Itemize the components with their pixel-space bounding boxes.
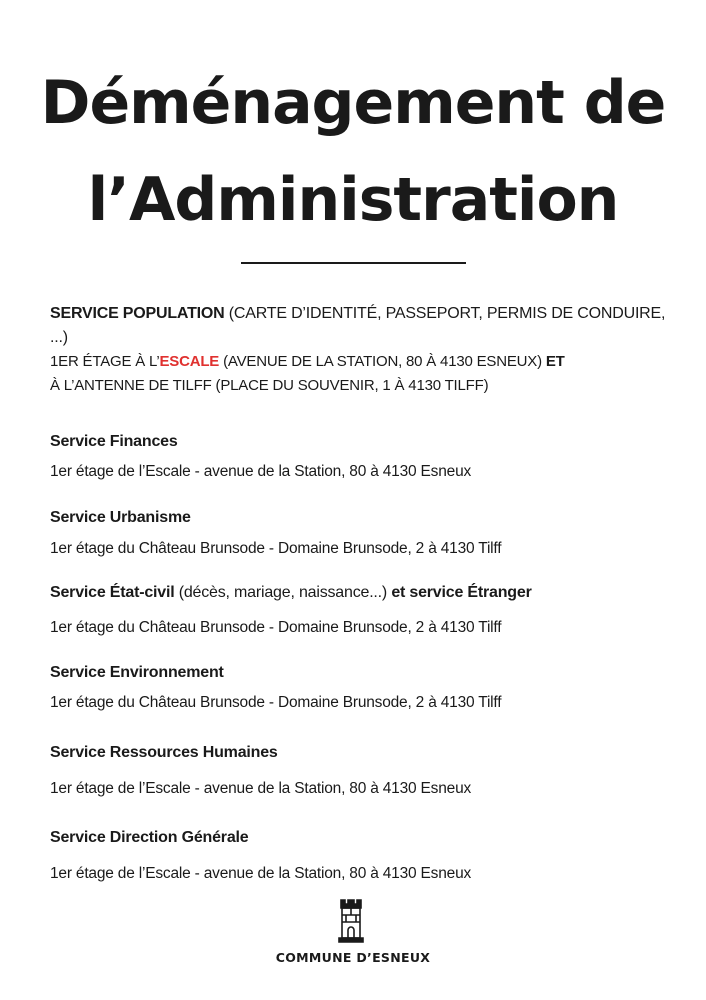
page-title-line-1: Déménagement de (40, 68, 666, 138)
service-environnement-address: 1er étage du Château Brunsode - Domaine Brunsode, 2 à 4130 Tilff (50, 694, 502, 711)
service-urbanisme-address: 1er étage du Château Brunsode - Domaine Brunsode, 2 à 4130 Tilff (50, 540, 502, 557)
escale-highlight: ESCALE (159, 353, 220, 370)
service-ressources-humaines-address: 1er étage de l’Escale - avenue de la Station, 80 à 4130 Esneux (50, 780, 472, 797)
service-direction-generale-name: Service Direction Générale (50, 829, 249, 846)
service-etat-civil-address: 1er étage du Château Brunsode - Domaine Brunsode, 2 à 4130 Tilff (50, 619, 502, 636)
service-population-name: SERVICE POPULATION (50, 305, 225, 322)
page-title-line-2: l’Administration (87, 165, 619, 235)
service-etat-civil-heading (50, 583, 532, 603)
address-rest: (AVENUE DE LA STATION, 80 À 4130 ESNEUX) (219, 353, 546, 370)
service-population-address (50, 350, 670, 398)
service-etat-civil-detail: (décès, mariage, naissance...) (178, 584, 388, 601)
service-etat-civil-suffix: et service Étranger (391, 584, 532, 601)
title-divider (241, 262, 466, 264)
service-environnement-name: Service Environnement (50, 664, 224, 681)
service-finances-address: 1er étage de l’Escale - avenue de la Station, 80 à 4130 Esneux (50, 463, 472, 480)
address-line-2: À L’ANTENNE DE TILFF (PLACE DU SOUVENIR, 1 À 4130 TILFF) (50, 377, 489, 394)
castle-tower-icon (336, 898, 366, 944)
service-etat-civil-name: Service État-civil (50, 584, 175, 601)
service-ressources-humaines-name: Service Ressources Humaines (50, 744, 278, 761)
commune-esneux-label: COMMUNE D’ESNEUX (275, 950, 431, 965)
service-direction-generale-address: 1er étage de l’Escale - avenue de la Station, 80 à 4130 Esneux (50, 865, 472, 882)
address-prefix: 1ER ÉTAGE À L’ (50, 353, 160, 370)
service-finances-name: Service Finances (50, 433, 178, 450)
service-population-detail: (CARTE D’IDENTITÉ, PASSEPORT, PERMIS DE CONDUIRE, ...) (50, 305, 666, 346)
address-and: ET (545, 353, 565, 370)
service-urbanisme-name: Service Urbanisme (50, 509, 191, 526)
service-population-block (50, 302, 670, 398)
service-population-heading (50, 302, 670, 350)
